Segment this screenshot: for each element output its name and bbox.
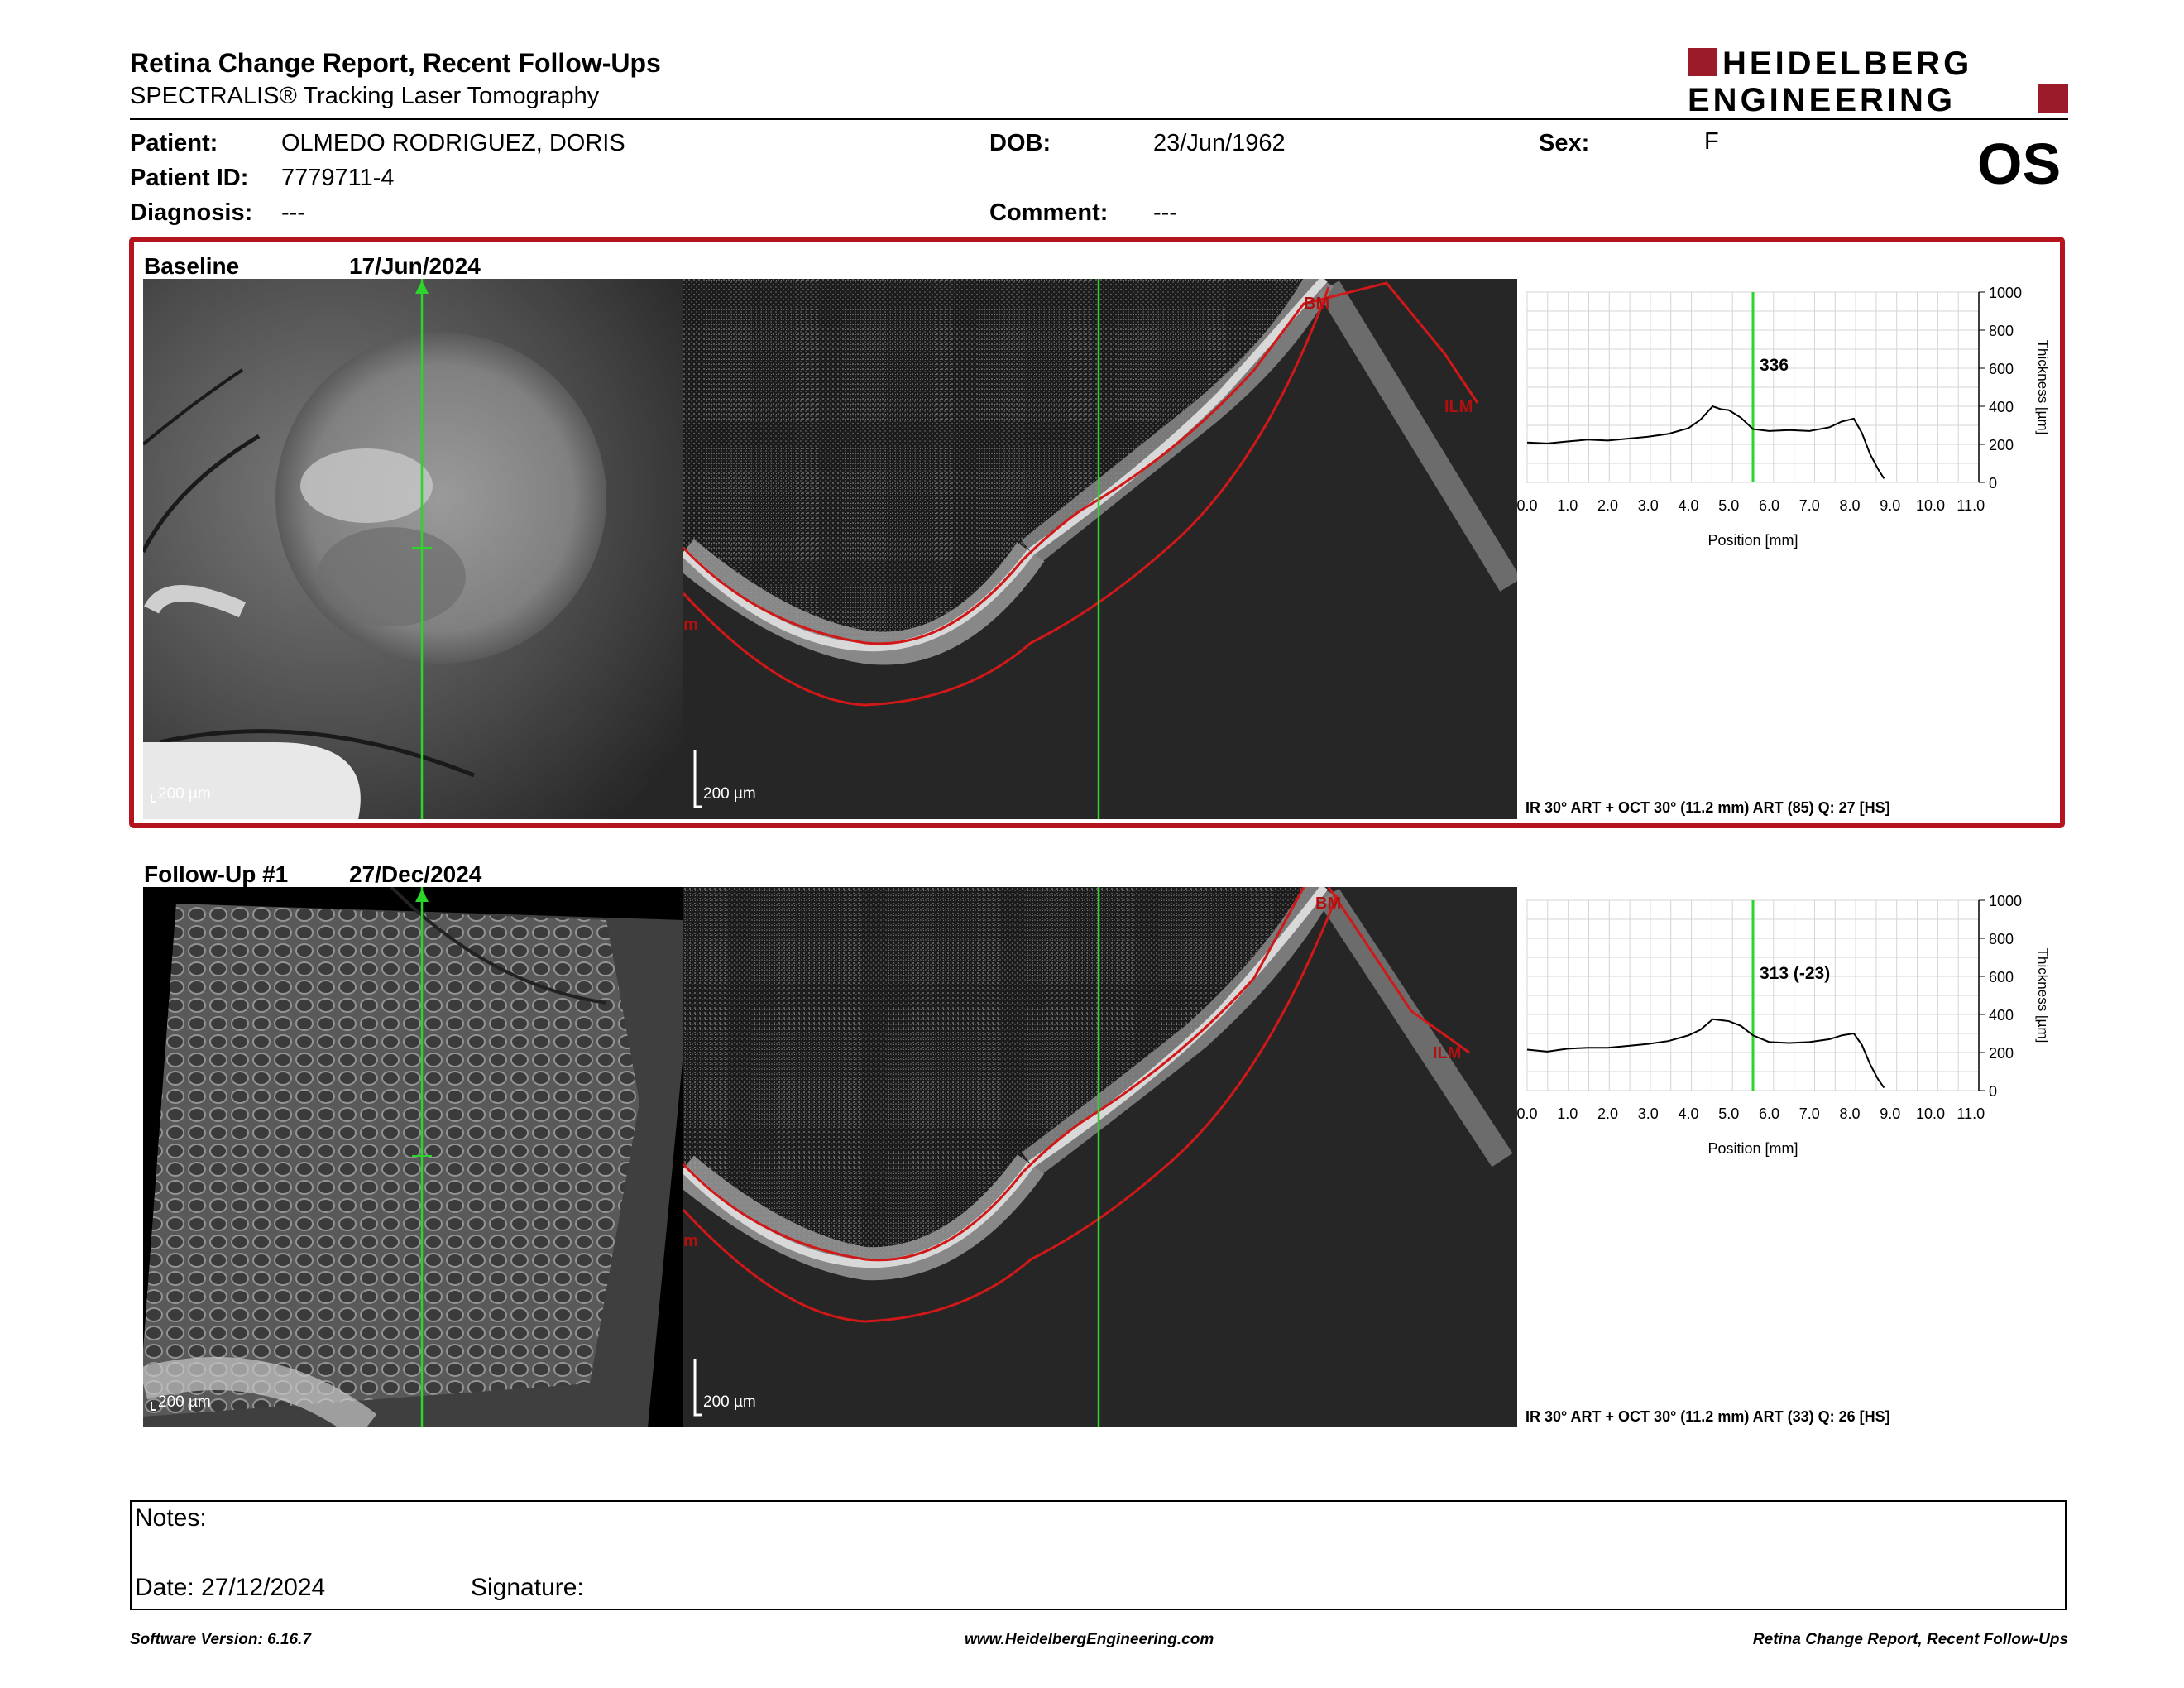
x-axis-label: Position [mm] bbox=[1707, 1140, 1798, 1157]
baseline-oct-bscan bbox=[683, 279, 1517, 819]
followup-ir-scalebar: 200 µm bbox=[158, 1393, 211, 1411]
y-tick-label: 400 bbox=[1989, 1007, 2014, 1024]
baseline-left-layer-label: m bbox=[683, 616, 698, 634]
x-tick-label: 8.0 bbox=[1839, 1105, 1861, 1122]
y-tick-label: 0 bbox=[1989, 1083, 1998, 1100]
y-axis-label: Thickness [µm] bbox=[2035, 947, 2051, 1043]
x-tick-label: 8.0 bbox=[1839, 497, 1861, 514]
x-tick-label: 5.0 bbox=[1718, 1105, 1740, 1122]
thickness-annotation: 336 bbox=[1760, 356, 1789, 375]
x-tick-label: 7.0 bbox=[1798, 497, 1820, 514]
y-tick-label: 600 bbox=[1989, 969, 2014, 985]
x-tick-label: 4.0 bbox=[1678, 497, 1699, 514]
x-tick-label: 11.0 bbox=[1956, 497, 1985, 514]
x-axis-label: Position [mm] bbox=[1707, 532, 1798, 549]
x-tick-label: 10.0 bbox=[1915, 1105, 1946, 1122]
diagnosis-label: Diagnosis: bbox=[130, 199, 253, 226]
followup-date: 27/Dec/2024 bbox=[349, 861, 482, 887]
patient-label: Patient: bbox=[130, 130, 218, 156]
thickness-annotation: 313 (-23) bbox=[1760, 964, 1831, 983]
software-version: Software Version: 6.16.7 bbox=[130, 1631, 311, 1648]
baseline-thickness-chart bbox=[1514, 279, 2060, 552]
report-title: Retina Change Report, Recent Follow-Ups bbox=[130, 48, 661, 78]
heidelberg-logo bbox=[1688, 46, 2068, 116]
x-tick-label: 11.0 bbox=[1956, 1105, 1985, 1122]
x-tick-label: 1.0 bbox=[1557, 497, 1578, 514]
logo-line2: ENGINEERING bbox=[1688, 82, 1956, 116]
x-tick-label: 2.0 bbox=[1597, 1105, 1619, 1122]
y-tick-label: 200 bbox=[1989, 1045, 2014, 1062]
followup-scan-caption: IR 30° ART + OCT 30° (11.2 mm) ART (33) Q: 26 [HS] bbox=[1525, 1408, 1890, 1425]
logo-line1: HEIDELBERG bbox=[1722, 46, 1973, 82]
header-divider bbox=[130, 118, 2068, 120]
x-tick-label: 1.0 bbox=[1557, 1105, 1578, 1122]
followup-thickness-chart bbox=[1514, 887, 2060, 1160]
baseline-scan-caption: IR 30° ART + OCT 30° (11.2 mm) ART (85) Q: 27 [HS] bbox=[1525, 799, 1890, 816]
y-tick-label: 600 bbox=[1989, 361, 2014, 377]
x-tick-label: 9.0 bbox=[1880, 1105, 1901, 1122]
y-tick-label: 0 bbox=[1989, 475, 1998, 492]
x-tick-label: 2.0 bbox=[1597, 497, 1619, 514]
y-axis-label: Thickness [µm] bbox=[2035, 339, 2051, 435]
baseline-ir-fundus-image bbox=[143, 279, 683, 819]
sex-value: F bbox=[1704, 128, 1719, 155]
x-tick-label: 6.0 bbox=[1758, 1105, 1780, 1122]
x-tick-label: 10.0 bbox=[1915, 497, 1946, 514]
followup-oct-bscan bbox=[683, 887, 1517, 1427]
dob-value: 23/Jun/1962 bbox=[1153, 130, 1286, 156]
y-tick-label: 200 bbox=[1989, 437, 2014, 453]
y-tick-label: 800 bbox=[1989, 931, 2014, 947]
baseline-bm-layer-label: BM bbox=[1304, 295, 1330, 313]
footer-report-name: Retina Change Report, Recent Follow-Ups bbox=[1752, 1631, 2068, 1648]
y-tick-label: 1000 bbox=[1989, 893, 2023, 909]
x-tick-label: 3.0 bbox=[1637, 1105, 1659, 1122]
notes-label: Notes: bbox=[135, 1504, 207, 1532]
x-tick-label: 3.0 bbox=[1637, 497, 1659, 514]
baseline-label: Baseline bbox=[144, 253, 240, 279]
x-tick-label: 0.0 bbox=[1516, 497, 1538, 514]
y-tick-label: 800 bbox=[1989, 323, 2014, 339]
x-tick-label: 6.0 bbox=[1758, 497, 1780, 514]
baseline-date: 17/Jun/2024 bbox=[349, 253, 481, 279]
eye-indicator: OS bbox=[1977, 132, 2062, 196]
diagnosis-value: --- bbox=[281, 199, 305, 226]
x-tick-label: 0.0 bbox=[1516, 1105, 1538, 1122]
patient-name: OLMEDO RODRIGUEZ, DORIS bbox=[281, 130, 625, 156]
x-tick-label: 7.0 bbox=[1798, 1105, 1820, 1122]
x-tick-label: 9.0 bbox=[1880, 497, 1901, 514]
notes-box[interactable] bbox=[130, 1500, 2067, 1610]
followup-left-layer-label: m bbox=[683, 1232, 698, 1250]
y-tick-label: 1000 bbox=[1989, 285, 2023, 301]
baseline-oct-scalebar: 200 µm bbox=[703, 785, 756, 803]
comment-label: Comment: bbox=[989, 199, 1109, 226]
followup-oct-scalebar: 200 µm bbox=[703, 1393, 756, 1411]
sex-label: Sex: bbox=[1539, 130, 1590, 156]
followup-bm-layer-label: BM bbox=[1315, 894, 1342, 913]
baseline-ilm-layer-label: ILM bbox=[1444, 398, 1473, 416]
website-link[interactable]: www.HeidelbergEngineering.com bbox=[965, 1631, 1214, 1648]
x-tick-label: 4.0 bbox=[1678, 1105, 1699, 1122]
followup-ir-fundus-image bbox=[143, 887, 683, 1427]
followup-label: Follow-Up #1 bbox=[144, 861, 289, 887]
y-tick-label: 400 bbox=[1989, 399, 2014, 415]
date-label: Date: 27/12/2024 bbox=[135, 1574, 326, 1601]
comment-value: --- bbox=[1153, 199, 1177, 226]
x-tick-label: 5.0 bbox=[1718, 497, 1740, 514]
signature-label: Signature: bbox=[471, 1574, 584, 1601]
baseline-ir-scalebar: 200 µm bbox=[158, 785, 211, 803]
followup-ilm-layer-label: ILM bbox=[1433, 1044, 1462, 1062]
patient-id: 7779711-4 bbox=[281, 165, 395, 191]
patient-id-label: Patient ID: bbox=[130, 165, 249, 191]
report-subtitle: SPECTRALIS® Tracking Laser Tomography bbox=[130, 83, 600, 109]
dob-label: DOB: bbox=[989, 130, 1051, 156]
